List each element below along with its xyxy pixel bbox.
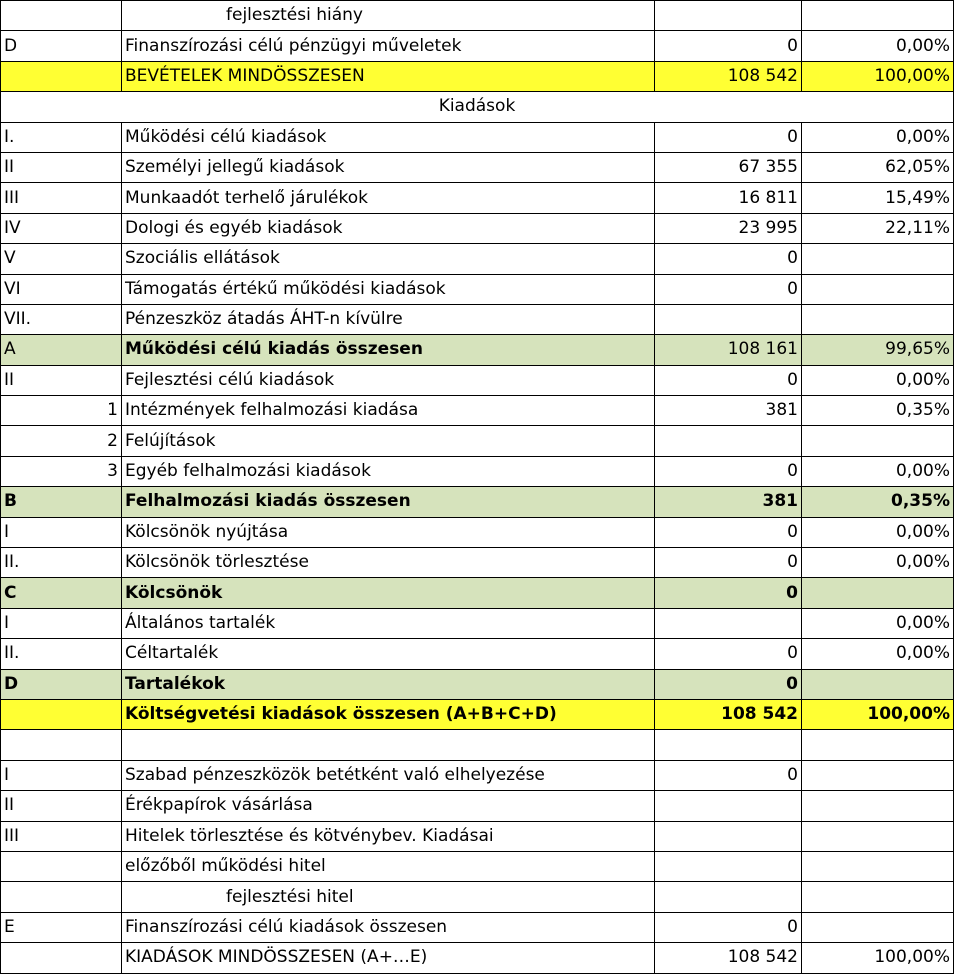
code-cell[interactable]: B xyxy=(1,487,122,517)
percent-cell[interactable]: 0,00% xyxy=(802,639,954,669)
label-cell[interactable]: Munkaadót terhelő járulékok xyxy=(122,183,655,213)
percent-cell[interactable] xyxy=(802,669,954,699)
table-row xyxy=(1,183,954,213)
table-row xyxy=(1,730,954,760)
table-row xyxy=(1,244,954,274)
amount-cell[interactable]: 0 xyxy=(655,365,802,395)
amount-cell[interactable] xyxy=(655,882,802,912)
amount-cell[interactable] xyxy=(655,851,802,881)
amount-cell[interactable] xyxy=(655,791,802,821)
table-row xyxy=(1,608,954,638)
amount-cell[interactable]: 108 542 xyxy=(655,943,802,973)
code-cell[interactable]: II xyxy=(1,152,122,182)
label-cell[interactable]: Működési célú kiadások xyxy=(122,122,655,152)
label-cell[interactable]: Finanszírozási célú pénzügyi műveletek xyxy=(122,31,655,61)
label-cell[interactable]: Érékpapírok vásárlása xyxy=(122,791,655,821)
table-row xyxy=(1,821,954,851)
code-cell[interactable]: V xyxy=(1,244,122,274)
label-cell[interactable]: Fejlesztési célú kiadások xyxy=(122,365,655,395)
label-cell[interactable]: Költségvetési kiadások összesen (A+B+C+D) xyxy=(122,699,655,729)
budget-table-body xyxy=(1,1,954,974)
amount-cell[interactable]: 381 xyxy=(655,487,802,517)
table-row xyxy=(1,456,954,486)
code-cell[interactable]: I xyxy=(1,760,122,790)
amount-cell[interactable] xyxy=(655,426,802,456)
percent-cell[interactable] xyxy=(802,578,954,608)
amount-cell[interactable] xyxy=(655,608,802,638)
table-row xyxy=(1,578,954,608)
amount-cell[interactable]: 0 xyxy=(655,548,802,578)
table-row xyxy=(1,122,954,152)
amount-cell[interactable]: 0 xyxy=(655,244,802,274)
table-row xyxy=(1,365,954,395)
label-cell[interactable]: Szociális ellátások xyxy=(122,244,655,274)
table-row xyxy=(1,639,954,669)
table-row xyxy=(1,152,954,182)
label-cell[interactable]: Kölcsönök xyxy=(122,578,655,608)
label-cell[interactable]: fejlesztési hitel xyxy=(122,882,655,912)
code-cell[interactable]: II. xyxy=(1,639,122,669)
amount-cell[interactable] xyxy=(655,1,802,31)
percent-cell[interactable] xyxy=(802,882,954,912)
code-cell[interactable] xyxy=(1,882,122,912)
amount-cell[interactable]: 0 xyxy=(655,639,802,669)
percent-cell[interactable] xyxy=(802,730,954,760)
percent-cell[interactable] xyxy=(802,426,954,456)
label-cell[interactable]: BEVÉTELEK MINDÖSSZESEN xyxy=(122,61,655,91)
amount-cell[interactable] xyxy=(655,730,802,760)
percent-cell[interactable]: 0,00% xyxy=(802,608,954,638)
amount-cell[interactable]: 381 xyxy=(655,396,802,426)
label-cell[interactable] xyxy=(122,730,655,760)
percent-cell[interactable] xyxy=(802,304,954,334)
amount-cell[interactable]: 0 xyxy=(655,517,802,547)
amount-cell[interactable] xyxy=(655,304,802,334)
table-row xyxy=(1,31,954,61)
code-cell[interactable]: E xyxy=(1,912,122,942)
table-row xyxy=(1,274,954,304)
percent-cell[interactable] xyxy=(802,851,954,881)
label-cell[interactable]: Intézmények felhalmozási kiadása xyxy=(122,396,655,426)
label-cell[interactable]: Felújítások xyxy=(122,426,655,456)
label-cell[interactable]: Hitelek törlesztése és kötvénybev. Kiadásai xyxy=(122,821,655,851)
label-cell[interactable]: Egyéb felhalmozási kiadások xyxy=(122,456,655,486)
label-cell[interactable]: Tartalékok xyxy=(122,669,655,699)
label-cell[interactable]: Felhalmozási kiadás összesen xyxy=(122,487,655,517)
code-cell[interactable] xyxy=(1,1,122,31)
percent-cell[interactable]: 100,00% xyxy=(802,61,954,91)
label-cell[interactable]: Céltartalék xyxy=(122,639,655,669)
percent-cell[interactable] xyxy=(802,274,954,304)
amount-cell[interactable]: 0 xyxy=(655,274,802,304)
table-row xyxy=(1,304,954,334)
code-cell[interactable]: 1 xyxy=(1,396,122,426)
label-cell[interactable]: Dologi és egyéb kiadások xyxy=(122,213,655,243)
percent-cell[interactable]: 0,00% xyxy=(802,365,954,395)
percent-cell[interactable] xyxy=(802,912,954,942)
percent-cell[interactable]: 62,05% xyxy=(802,152,954,182)
code-cell[interactable] xyxy=(1,61,122,91)
table-row xyxy=(1,1,954,31)
percent-cell[interactable]: 0,35% xyxy=(802,396,954,426)
percent-cell[interactable]: 0,00% xyxy=(802,456,954,486)
table-row xyxy=(1,517,954,547)
label-cell[interactable]: Személyi jellegű kiadások xyxy=(122,152,655,182)
table-row xyxy=(1,669,954,699)
code-cell[interactable]: I xyxy=(1,517,122,547)
amount-cell[interactable]: 16 811 xyxy=(655,183,802,213)
amount-cell[interactable]: 67 355 xyxy=(655,152,802,182)
code-cell[interactable]: II xyxy=(1,791,122,821)
percent-cell[interactable] xyxy=(802,1,954,31)
code-cell[interactable]: 2 xyxy=(1,426,122,456)
percent-cell[interactable]: 100,00% xyxy=(802,699,954,729)
code-cell[interactable]: VI xyxy=(1,274,122,304)
amount-cell[interactable]: 108 542 xyxy=(655,699,802,729)
code-cell[interactable]: D xyxy=(1,31,122,61)
label-cell[interactable]: Finanszírozási célú kiadások összesen xyxy=(122,912,655,942)
label-cell[interactable]: fejlesztési hiány xyxy=(122,1,655,31)
percent-cell[interactable]: 0,35% xyxy=(802,487,954,517)
percent-cell[interactable]: 15,49% xyxy=(802,183,954,213)
table-row xyxy=(1,487,954,517)
table-row xyxy=(1,851,954,881)
percent-cell[interactable] xyxy=(802,760,954,790)
table-row xyxy=(1,92,954,122)
code-cell[interactable]: III xyxy=(1,183,122,213)
table-row xyxy=(1,426,954,456)
percent-cell[interactable]: 0,00% xyxy=(802,122,954,152)
percent-cell[interactable] xyxy=(802,244,954,274)
label-cell[interactable]: Támogatás értékű működési kiadások xyxy=(122,274,655,304)
code-cell[interactable] xyxy=(1,730,122,760)
label-cell[interactable]: KIADÁSOK MINDÖSSZESEN (A+…E) xyxy=(122,943,655,973)
label-cell[interactable]: Pénzeszköz átadás ÁHT-n kívülre xyxy=(122,304,655,334)
amount-cell[interactable] xyxy=(655,821,802,851)
table-row xyxy=(1,335,954,365)
code-cell[interactable]: A xyxy=(1,335,122,365)
amount-cell[interactable]: 0 xyxy=(655,912,802,942)
code-cell[interactable] xyxy=(1,699,122,729)
label-cell[interactable]: előzőből működési hitel xyxy=(122,851,655,881)
code-cell[interactable]: I. xyxy=(1,122,122,152)
table-row xyxy=(1,882,954,912)
percent-cell[interactable]: 22,11% xyxy=(802,213,954,243)
percent-cell[interactable]: 99,65% xyxy=(802,335,954,365)
percent-cell[interactable]: 100,00% xyxy=(802,943,954,973)
amount-cell[interactable]: 0 xyxy=(655,31,802,61)
label-cell[interactable]: Kölcsönök törlesztése xyxy=(122,548,655,578)
table-row xyxy=(1,760,954,790)
amount-cell[interactable]: 0 xyxy=(655,456,802,486)
code-cell[interactable]: 3 xyxy=(1,456,122,486)
code-cell[interactable]: II xyxy=(1,365,122,395)
label-cell[interactable]: Kölcsönök nyújtása xyxy=(122,517,655,547)
section-header-cell[interactable]: Kiadások xyxy=(1,92,954,122)
code-cell[interactable]: D xyxy=(1,669,122,699)
table-row xyxy=(1,699,954,729)
code-cell[interactable]: C xyxy=(1,578,122,608)
table-row xyxy=(1,943,954,973)
code-cell[interactable] xyxy=(1,943,122,973)
amount-cell[interactable]: 0 xyxy=(655,122,802,152)
code-cell[interactable]: II. xyxy=(1,548,122,578)
label-cell[interactable]: Általános tartalék xyxy=(122,608,655,638)
table-row xyxy=(1,396,954,426)
amount-cell[interactable]: 0 xyxy=(655,578,802,608)
amount-cell[interactable]: 0 xyxy=(655,760,802,790)
table-row xyxy=(1,213,954,243)
table-row xyxy=(1,548,954,578)
amount-cell[interactable]: 108 161 xyxy=(655,335,802,365)
code-cell[interactable]: I xyxy=(1,608,122,638)
percent-cell[interactable] xyxy=(802,791,954,821)
amount-cell[interactable]: 0 xyxy=(655,669,802,699)
code-cell[interactable]: IV xyxy=(1,213,122,243)
table-row xyxy=(1,912,954,942)
percent-cell[interactable]: 0,00% xyxy=(802,548,954,578)
label-cell[interactable]: Működési célú kiadás összesen xyxy=(122,335,655,365)
percent-cell[interactable]: 0,00% xyxy=(802,517,954,547)
code-cell[interactable] xyxy=(1,851,122,881)
amount-cell[interactable]: 23 995 xyxy=(655,213,802,243)
percent-cell[interactable] xyxy=(802,821,954,851)
amount-cell[interactable]: 108 542 xyxy=(655,61,802,91)
label-cell[interactable]: Szabad pénzeszközök betétként való elhelyezése xyxy=(122,760,655,790)
code-cell[interactable]: III xyxy=(1,821,122,851)
code-cell[interactable]: VII. xyxy=(1,304,122,334)
table-row xyxy=(1,61,954,91)
percent-cell[interactable]: 0,00% xyxy=(802,31,954,61)
table-row xyxy=(1,791,954,821)
